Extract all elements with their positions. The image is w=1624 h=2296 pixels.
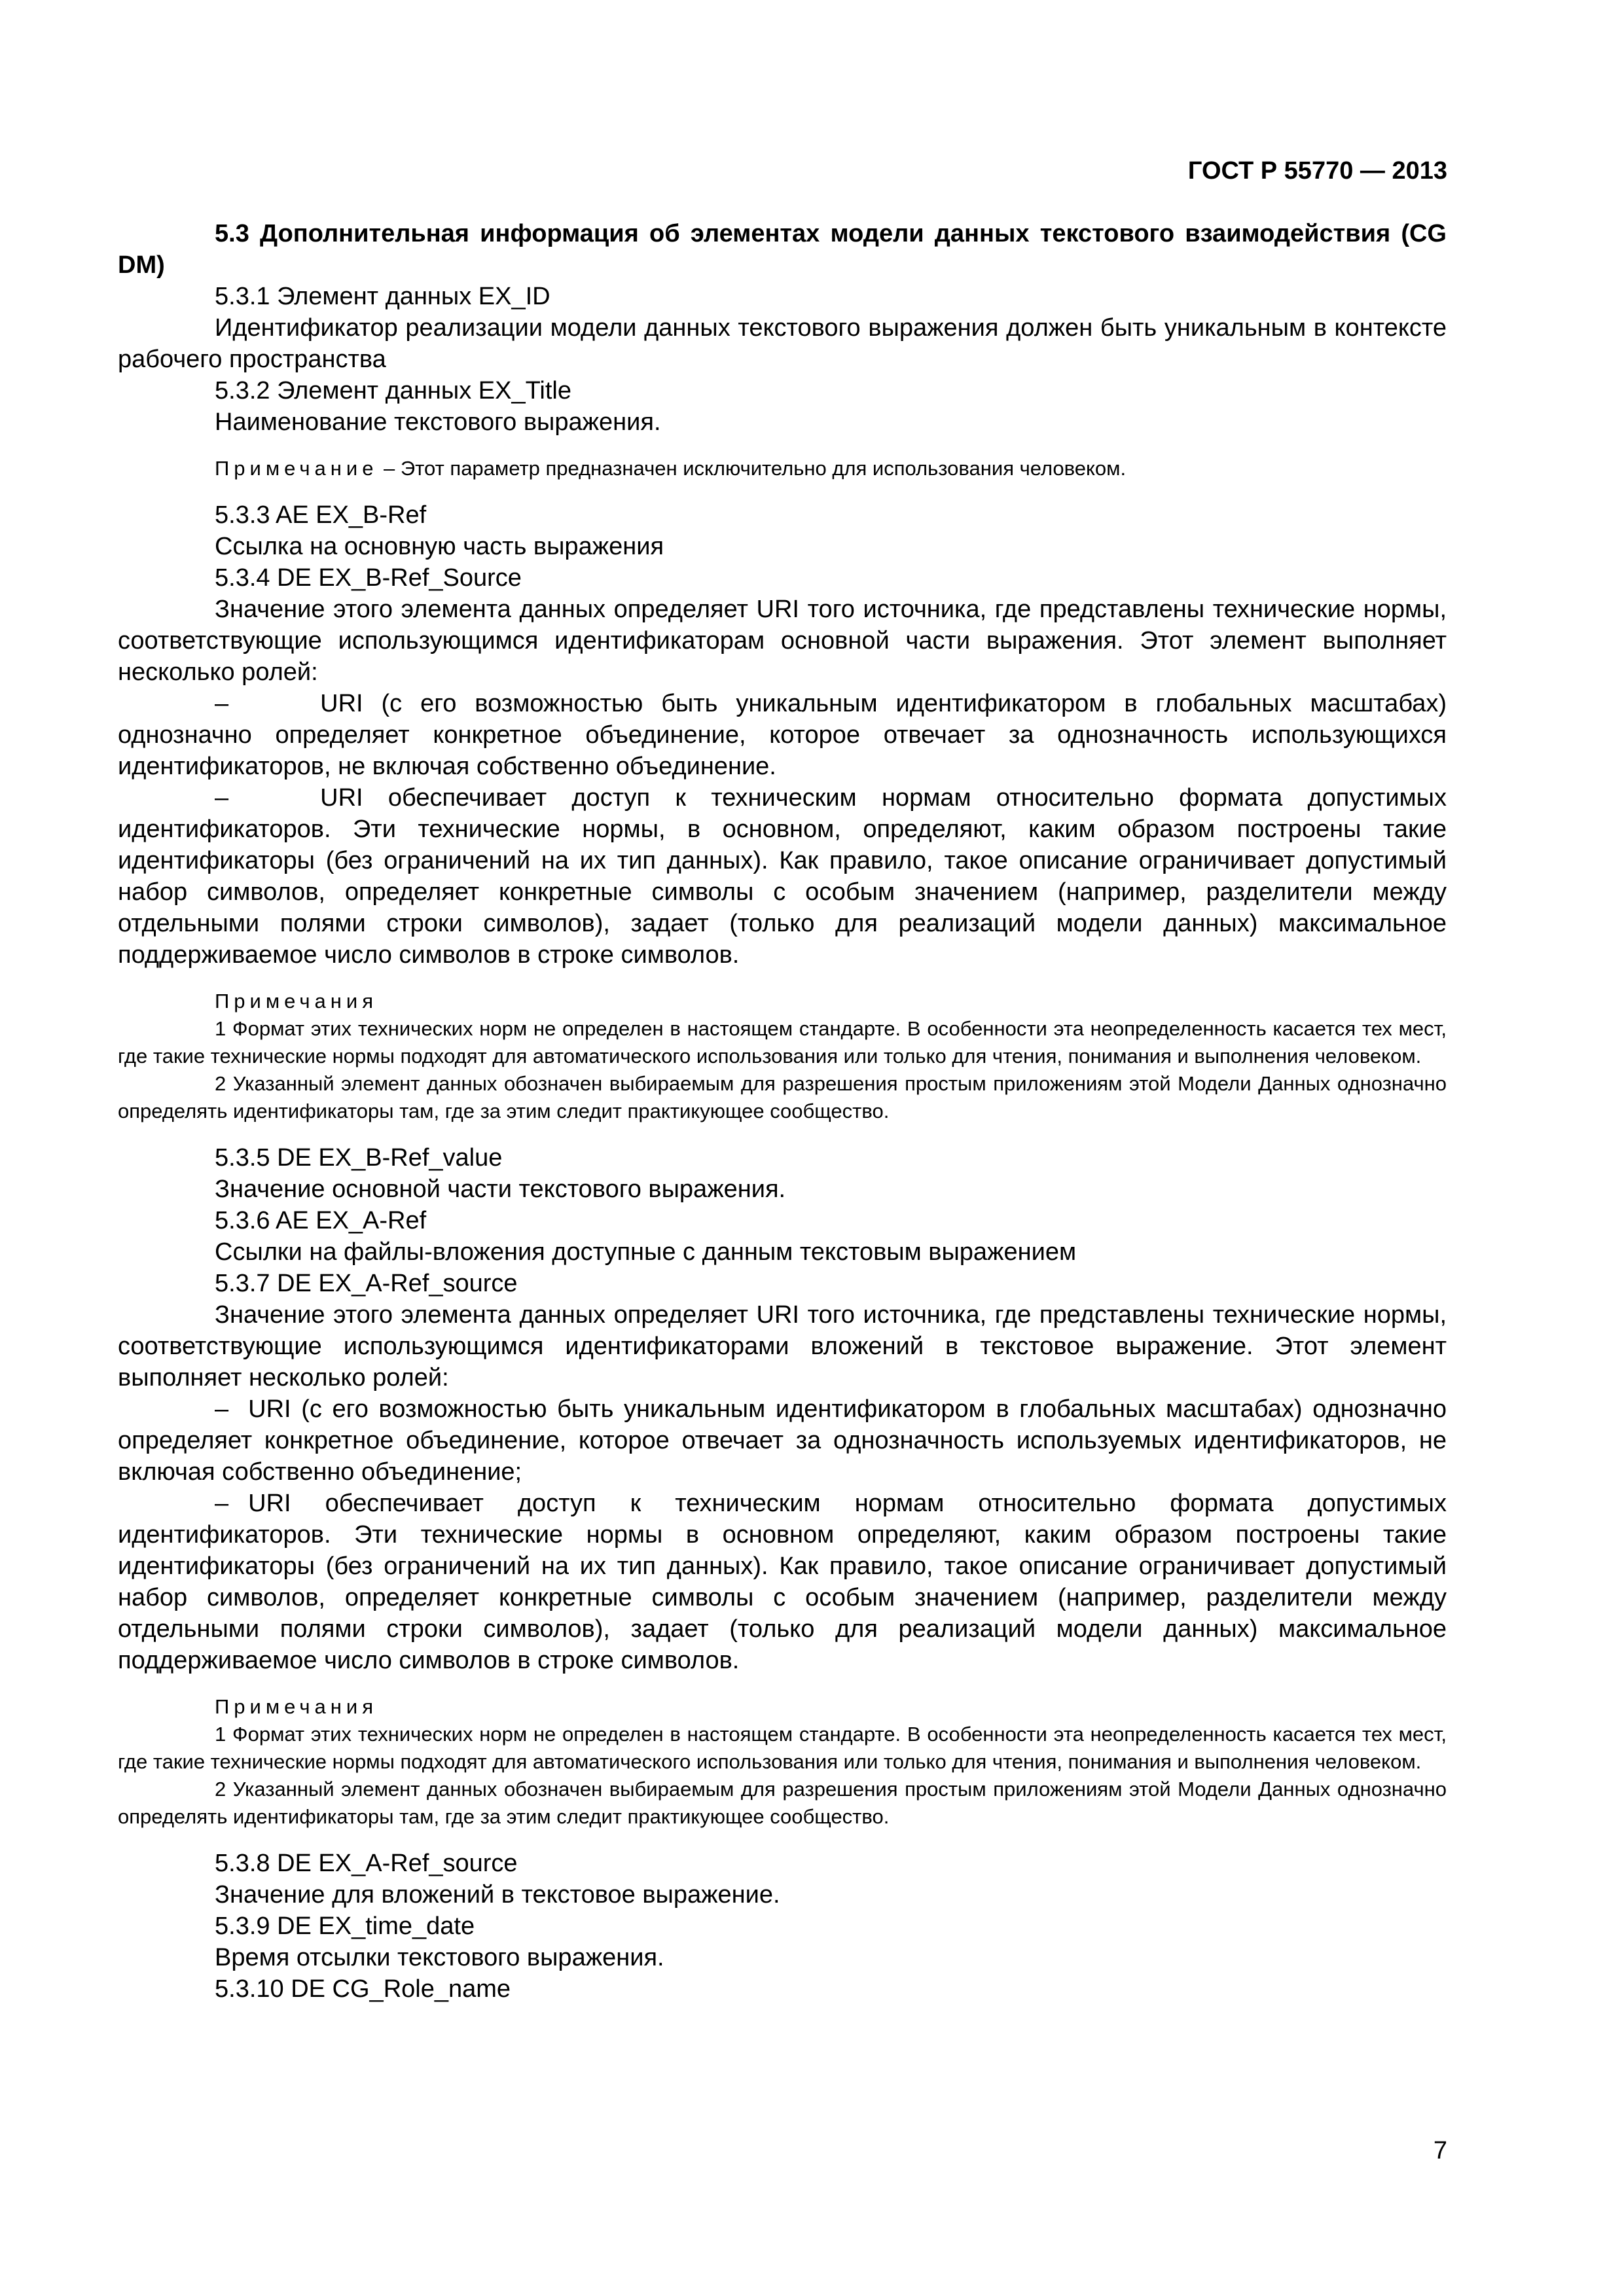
item-text: URI обеспечивает доступ к техническим нормам относительно формата допустимых идентификаторов. Эти технические нормы, в основном, определяют, каким образом построены такие идентификаторы (без ограничений на их тип данных). Как правило, такое описание ограничивает допустимый набор символов, определяет конкретные символы с особым значением (например, разделители между отдельными полями строки символов), задает (только для реализаций модели данных) максимальное поддерживаемое число символов в строке символов. bbox=[118, 784, 1447, 969]
dash-glyph: – bbox=[215, 1395, 229, 1423]
document-number: ГОСТ Р 55770 — 2013 bbox=[1187, 157, 1447, 185]
clause-5-3-7-text: Значение этого элемента данных определяет URI того источника, где представлены технические нормы, соответствующие использующимся идентификаторами вложений в текстовое выражение. Этот элемент выполняет несколько ролей: bbox=[118, 1301, 1447, 1391]
clause-5-3-1-text: Идентификатор реализации модели данных текстового выражения должен быть уникальным в контексте рабочего пространства bbox=[118, 314, 1447, 373]
clause-5-3-9-title: 5.3.9 DE EX_time_date bbox=[215, 1912, 475, 1940]
clause-5-3-1-title: 5.3.1 Элемент данных EX_ID bbox=[215, 283, 550, 310]
note-word: Примечание bbox=[215, 457, 378, 480]
item-text: URI (с его возможностью быть уникальным идентификатором в глобальных масштабах) однозначно определяет конкретное объединение, которое отвечает за однозначность используемых идентификаторов, не включая собственно объединение; bbox=[118, 1395, 1447, 1486]
clause-5-3-4-notes-heading: Примечания bbox=[215, 990, 378, 1013]
clause-5-3-5-text: Значение основной части текстового выражения. bbox=[215, 1175, 786, 1203]
dash-glyph: – bbox=[215, 1490, 229, 1517]
clause-5-3-4-note-1: 1 Формат этих технических норм не определен в настоящем стандарте. В особенности эта неопределенность касается тех мест, где такие технические нормы подходят для автоматического использования или только для чтения, понимания и выполнения человеком. bbox=[118, 1017, 1447, 1067]
clause-5-3-7-item-1 bbox=[118, 1393, 1447, 1488]
item-text: URI обеспечивает доступ к техническим нормам относительно формата допустимых идентификаторов. Эти технические нормы в основном определяют, каким образом построены такие идентификаторы (без ограничений на их тип данных). Как правило, такое описание ограничивает допустимый набор символов, определяет конкретные символы с особым значением (например, разделители между отдельными полями строки символов), задает (только для реализаций модели данных) максимальное поддерживаемое число символов в строке символов. bbox=[118, 1490, 1447, 1674]
clause-5-3-9-text: Время отсылки текстового выражения. bbox=[215, 1944, 664, 1971]
clause-5-3-6-text: Ссылки на файлы-вложения доступные с данным текстовым выражением bbox=[215, 1238, 1077, 1266]
clause-5-3-7-item-2 bbox=[118, 1488, 1447, 1676]
item-text: URI (с его возможностью быть уникальным идентификатором в глобальных масштабах) однозначно определяет конкретное объединение, которое отвечает за однозначность использующихся идентификаторов, не включая собственно объединение. bbox=[118, 690, 1447, 780]
clause-5-3-7-note-1: 1 Формат этих технических норм не определен в настоящем стандарте. В особенности эта неопределенность касается тех мест, где такие технические нормы подходят для автоматического использования или только для чтения, понимания и выполнения человеком. bbox=[118, 1723, 1447, 1773]
note-text: – Этот параметр предназначен исключительно для использования человеком. bbox=[378, 457, 1127, 480]
section-heading: 5.3 Дополнительная информация об элементах модели данных текстового взаимодействия (CG DM) bbox=[118, 220, 1447, 279]
clause-5-3-5-title: 5.3.5 DE EX_B-Ref_value bbox=[215, 1144, 503, 1172]
page-number: 7 bbox=[1433, 2137, 1447, 2164]
clause-5-3-4-note-2: 2 Указанный элемент данных обозначен выбираемым для разрешения простым приложениям этой Модели Данных однозначно определять идентификаторы там, где за этим следит практикующее сообщество. bbox=[118, 1072, 1447, 1122]
clause-5-3-7-title: 5.3.7 DE EX_A-Ref_source bbox=[215, 1270, 518, 1297]
clause-5-3-2-note bbox=[118, 455, 1447, 482]
clause-5-3-4-text: Значение этого элемента данных определяет URI того источника, где представлены технические нормы, соответствующие использующимся идентификаторам основной части выражения. Этот элемент выполняет несколько ролей: bbox=[118, 596, 1447, 686]
clause-5-3-8-title: 5.3.8 DE EX_A-Ref_source bbox=[215, 1850, 518, 1877]
clause-5-3-3-title: 5.3.3 AE EX_B-Ref bbox=[215, 501, 427, 529]
clause-5-3-4-item-2 bbox=[118, 782, 1447, 971]
clause-5-3-2-title: 5.3.2 Элемент данных EX_Title bbox=[215, 377, 571, 404]
clause-5-3-7-note-2: 2 Указанный элемент данных обозначен выбираемым для разрешения простым приложениям этой Модели Данных однозначно определять идентификаторы там, где за этим следит практикующее сообщество. bbox=[118, 1778, 1447, 1828]
clause-5-3-2-text: Наименование текстового выражения. bbox=[215, 408, 661, 436]
clause-5-3-4-title: 5.3.4 DE EX_B-Ref_Source bbox=[215, 564, 522, 592]
clause-5-3-10-title: 5.3.10 DE CG_Role_name bbox=[215, 1975, 511, 2003]
clause-5-3-4-item-1 bbox=[118, 688, 1447, 782]
clause-5-3-8-text: Значение для вложений в текстовое выражение. bbox=[215, 1881, 780, 1909]
section-content bbox=[118, 218, 1447, 2005]
dash-glyph: – bbox=[215, 784, 229, 812]
dash-glyph: – bbox=[215, 690, 229, 717]
clause-5-3-7-notes-heading: Примечания bbox=[215, 1695, 378, 1718]
clause-5-3-6-title: 5.3.6 AE EX_A-Ref bbox=[215, 1207, 427, 1234]
clause-5-3-3-text: Ссылка на основную часть выражения bbox=[215, 533, 664, 560]
